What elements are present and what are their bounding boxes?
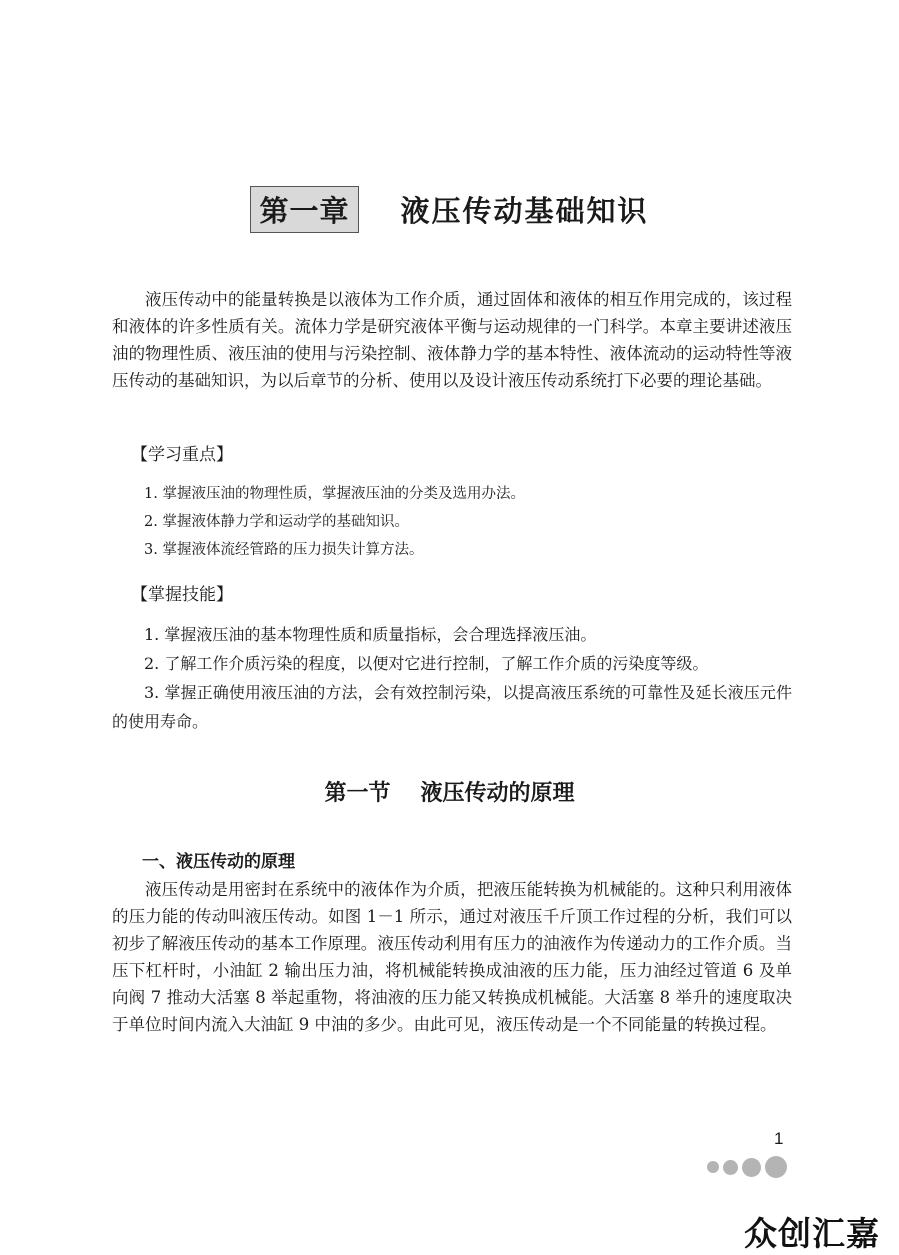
key-points-list — [112, 480, 792, 564]
page-number: 1 — [774, 1129, 784, 1148]
decoration-dot — [723, 1160, 738, 1175]
list-item: 1. 掌握液压油的物理性质，掌握液压油的分类及选用办法。 — [144, 486, 525, 502]
section-label: 第一节 — [324, 781, 391, 806]
section-title — [0, 776, 899, 807]
list-item: 3. 掌握液体流经管路的压力损失计算方法。 — [144, 542, 424, 558]
intro-paragraph: 液压传动中的能量转换是以液体为工作介质，通过固体和液体的相互作用完成的，该过程和液体的许多性质有关。流体力学是研究液体平衡与运动规律的一门科学。本章主要讲述液压油的物理性质、液压油的使用与污染控制、液体静力学的基本特性、液体流动的运动特性等液压传动的基础知识，为以后章节的分析、使用以及设计液压传动系统打下必要的理论基础。 — [112, 290, 792, 390]
section-name: 液压传动的原理 — [420, 781, 575, 806]
list-item: 2. 掌握液体静力学和运动学的基础知识。 — [144, 514, 409, 530]
page-decoration-dots — [707, 1154, 791, 1180]
list-item: 1. 掌握液压油的基本物理性质和质量指标，会合理选择液压油。 — [144, 625, 597, 644]
subsection-body: 液压传动是用密封在系统中的液体作为介质，把液压能转换为机械能的。这种只利用液体的压力能的传动叫液压传动。如图 1－1 所示，通过对液压千斤顶工作过程的分析，我们可以初步了解液压传动的基本工作原理。液压传动利用有压力的油液作为传递动力的工作介质。当压下杠杆时，小油缸 2 输出压力油，将机械能转换成油液的压力能，压力油经过管道 6 及单向阀 7 推动大活塞 8 举起重物，将油液的压力能又转换成机械能。大活塞 8 举升的速度取决于单位时间内流入大油缸 9 中油的多少。由此可见，液压传动是一个不同能量的转换过程。 — [112, 880, 792, 1034]
chapter-label: 第一章 — [250, 186, 358, 233]
list-item: 2. 了解工作介质污染的程度，以便对它进行控制，了解工作介质的污染度等级。 — [144, 654, 709, 673]
decoration-dot — [765, 1156, 787, 1178]
subsection-title: 一、液压传动的原理 — [142, 852, 295, 872]
chapter-title — [0, 186, 899, 232]
skills-list — [112, 620, 792, 736]
decoration-dot — [707, 1161, 719, 1173]
skills-heading: 【掌握技能】 — [131, 585, 233, 605]
decoration-dot — [742, 1158, 761, 1177]
list-item: 3. 掌握正确使用液压油的方法，会有效控制污染，以提高液压系统的可靠性及延长液压元件的使用寿命。 — [112, 683, 792, 731]
watermark: 众创汇嘉 — [744, 1214, 880, 1253]
chapter-name: 液压传动基础知识 — [400, 193, 649, 228]
key-points-heading: 【学习重点】 — [131, 445, 233, 465]
